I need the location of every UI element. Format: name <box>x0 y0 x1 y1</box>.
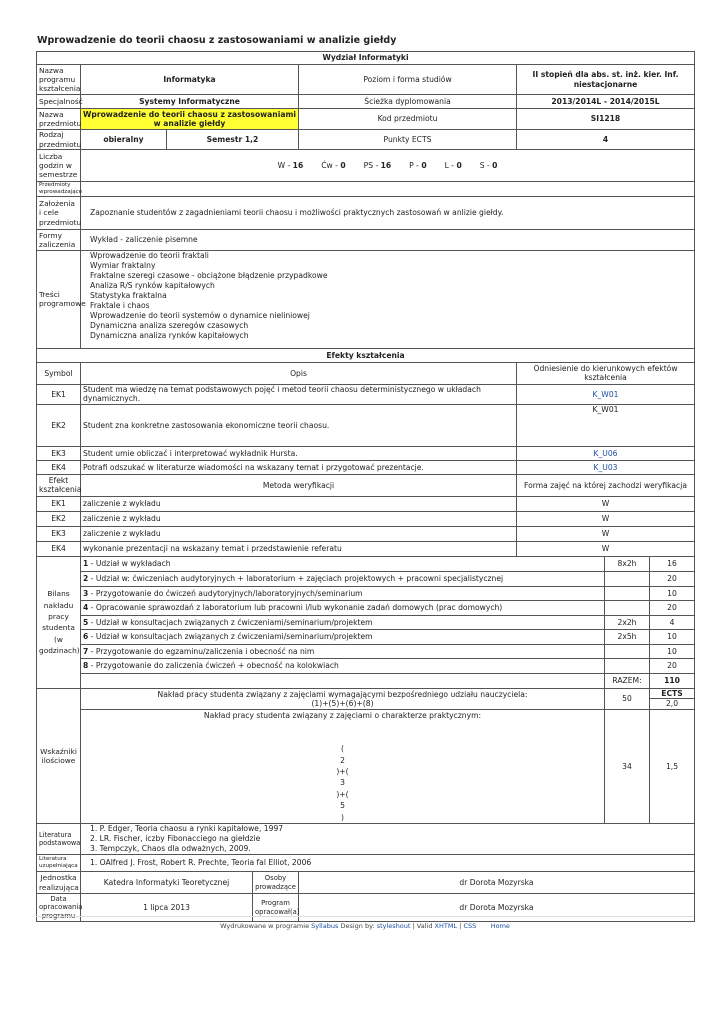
hours-value: 0 <box>340 160 346 170</box>
workload-num: 5 <box>83 617 89 627</box>
footer-app-link[interactable]: Syllabus <box>311 922 339 930</box>
hours-row <box>81 150 695 182</box>
verif-col-form: Forma zajęć na której zachodzi weryfikacja <box>517 474 695 496</box>
teachers-label: Osoby prowadzące <box>253 872 299 894</box>
date-value: 1 lipca 2013 <box>81 894 253 922</box>
effect-desc: Student zna konkretne zastosowania ekonomiczne teorii chaosu. <box>81 404 517 446</box>
workload-text: - Udział w: ćwiczeniach audytoryjnych + laboratorium + zajęciach projektowych + pracowni specjalistycznej <box>88 574 504 584</box>
workload-num: 4 <box>83 603 89 613</box>
direct-formula: (1)+(5)+(6)+(8) <box>311 698 374 708</box>
hours-item <box>364 161 392 170</box>
workload-total-row <box>37 673 695 688</box>
footer-xhtml-link[interactable]: XHTML <box>434 922 458 930</box>
workload-detail: 2x5h <box>605 629 650 644</box>
workload-num: 6 <box>83 632 89 642</box>
verif-effect: EK2 <box>37 511 81 526</box>
hours-type: L - <box>444 160 457 170</box>
direct-text: Nakład pracy studenta związany z zajęciami wymagającymi bezpośredniego udziału nauczyciela: <box>157 689 528 699</box>
hours-item <box>445 161 462 170</box>
literature-extra-label: Literatura uzupełniająca <box>37 855 81 872</box>
workload-hours: 10 <box>650 586 695 600</box>
verif-col-method: Metoda weryfikacji <box>81 474 517 496</box>
footer-designer-link[interactable]: styleshout <box>376 922 411 930</box>
ects-header: ECTS <box>650 688 695 698</box>
practical-ects: 1,5 <box>650 709 695 823</box>
page-title: Wprowadzenie do teorii chaosu z zastosowaniami w analizie giełdy <box>37 35 397 46</box>
hours-item <box>480 161 498 170</box>
content-item: Analiza R/S rynków kapitałowych <box>90 281 215 291</box>
hours-label: Liczba godzin w semestrze <box>37 150 81 182</box>
workload-text: - Przygotowanie do egzaminu/zaliczenia i obecność na nim <box>88 646 315 656</box>
workload-num: 8 <box>83 661 89 671</box>
authors-label: Program opracował(a) <box>253 894 299 922</box>
verif-form: W <box>517 526 695 541</box>
ects-value: 4 <box>517 130 695 150</box>
indicators-label: Wskaźniki ilościowe <box>37 688 81 823</box>
practical-formula-part: 3 <box>340 778 345 788</box>
faculty-header: Wydział Informatyki <box>37 52 695 65</box>
verif-row <box>37 496 695 511</box>
content-list <box>81 250 695 348</box>
verif-form: W <box>517 511 695 526</box>
content-item: Fraktalne szeregi czasowe - obciążone błądzenie przypadkowe <box>90 271 328 280</box>
course-code: SI1218 <box>517 109 695 130</box>
workload-detail <box>605 658 650 673</box>
effect-symbol: EK3 <box>37 446 81 460</box>
workload-row <box>37 658 695 673</box>
course-name: Wprowadzenie do teorii chaosu z zastosowaniami w analizie giełdy <box>81 109 299 130</box>
content-item: Wprowadzenie do teorii fraktali <box>90 250 209 260</box>
ects-label: Punkty ECTS <box>299 130 517 150</box>
footer-divider <box>36 916 694 917</box>
workload-detail <box>605 586 650 600</box>
effect-ref-link[interactable]: K_U03 <box>517 460 695 474</box>
practical-text: Nakład pracy studenta związany z zajęciami o charakterze praktycznym: <box>203 710 482 720</box>
workload-hours: 20 <box>650 658 695 673</box>
workload-num: 2 <box>83 574 89 584</box>
workload-total: 110 <box>650 673 695 688</box>
verif-effect: EK4 <box>37 541 81 556</box>
practical-formula-part: 5 <box>340 801 345 811</box>
workload-num: 1 <box>83 559 89 569</box>
literature-extra: 1. OAlfred J. Frost, Robert R. Prechte, Teoria fal Elliot, 2006 <box>81 855 695 872</box>
forms-label: Formy zaliczenia <box>37 229 81 250</box>
workload-text: - Udział w konsultacjach związanych z ćwiczeniami/seminarium/projektem <box>88 617 373 627</box>
effect-desc: Student ma wiedzę na temat podstawowych pojęć i metod teorii chaosu deterministycznego w układach dynamicznych. <box>81 384 517 404</box>
workload-row <box>37 600 695 615</box>
practical-formula-part: )+( <box>336 789 349 799</box>
effect-row <box>37 446 695 460</box>
verif-method: zaliczenie z wykładu <box>81 511 517 526</box>
workload-row <box>37 586 695 600</box>
hours-type: P - <box>409 160 422 170</box>
hours-value: 0 <box>456 160 462 170</box>
footer <box>36 922 694 930</box>
workload-hours: 20 <box>650 600 695 615</box>
workload-hours: 10 <box>650 629 695 644</box>
hours-type: PS - <box>363 160 381 170</box>
workload-hours: 20 <box>650 571 695 586</box>
content-item: Dynamiczna analiza szeregów czasowych <box>90 321 249 331</box>
effects-col-ref: Odniesienie do kierunkowych efektów kształcenia <box>517 362 695 384</box>
literature-list <box>81 824 695 855</box>
workload-text: - Udział w konsultacjach związanych z ćwiczeniami/seminarium/projektem <box>88 632 373 642</box>
semester: Semestr 1,2 <box>167 130 299 150</box>
workload-detail <box>605 644 650 658</box>
workload-row <box>37 571 695 586</box>
effect-row <box>37 460 695 474</box>
author-name: dr Dorota Mozyrska <box>299 894 695 922</box>
effect-symbol: EK1 <box>37 384 81 404</box>
content-item: Statystyka fraktalna <box>90 291 167 301</box>
hours-value: 16 <box>292 160 304 170</box>
hours-type: Ćw - <box>321 160 341 170</box>
content-item: Dynamiczna analiza rynków kapitałowych <box>90 331 249 341</box>
workload-text: - Opracowanie sprawozdań z laboratorium lub pracowni i/lub wykonanie zadań domowych (prac domowych) <box>88 603 503 613</box>
effects-col-symbol: Symbol <box>37 362 81 384</box>
effects-header: Efekty kształcenia <box>37 348 695 362</box>
level-value: II stopień dla abs. st. inż. kier. Inf. niestacjonarne <box>517 65 695 95</box>
practical-formula-part: ) <box>341 812 344 822</box>
effect-desc: Student umie obliczać i interpretować wykładnik Hursta. <box>81 446 517 460</box>
workload-row <box>37 629 695 644</box>
hours-value: 0 <box>421 160 427 170</box>
workload-detail <box>605 571 650 586</box>
content-item: Wymiar fraktalny <box>90 260 156 270</box>
goals-text: Zapoznanie studentów z zagadnieniami teorii chaosu i możliwości praktycznych zastosowań w anlizie giełdy. <box>81 196 695 229</box>
effect-symbol: EK4 <box>37 460 81 474</box>
literature-item: 2. LR. Fischer, iczby Fibonacciego na giełdzie <box>90 834 261 844</box>
direct-hours: 50 <box>605 688 650 709</box>
verif-method: zaliczenie z wykładu <box>81 496 517 511</box>
footer-css-link[interactable]: CSS <box>463 922 477 930</box>
workload-detail <box>605 600 650 615</box>
effect-ref: K_W01 <box>517 404 695 446</box>
effect-row <box>37 404 695 446</box>
forms-text: Wykład - zaliczenie pisemne <box>81 229 695 250</box>
verif-col-effect: Efekt kształcenia <box>37 474 81 496</box>
practical-formula-part: 2 <box>340 755 345 765</box>
content-item: Wprowadzenie do teorii systemów o dynamice nieliniowej <box>90 311 310 321</box>
program-name: Informatyka <box>81 65 299 95</box>
verif-form: W <box>517 541 695 556</box>
course-name-label: Nazwa przedmiotu <box>37 109 81 130</box>
syllabus-table <box>36 51 695 922</box>
verif-row <box>37 511 695 526</box>
direct-ects: 2,0 <box>650 699 695 709</box>
workload-detail: 8x2h <box>605 556 650 571</box>
hours-value: 16 <box>380 160 392 170</box>
code-label: Kod przedmiotu <box>299 109 517 130</box>
course-type-label: Rodzaj przedmiotu <box>37 130 81 150</box>
practical-formula-part: ( <box>341 744 344 754</box>
workload-label: Bilans nakładu pracy studenta (w godzinach) <box>37 556 81 688</box>
workload-text: - Udział w wykładach <box>88 559 171 569</box>
effect-ref-link[interactable]: K_U06 <box>517 446 695 460</box>
academic-years: 2013/2014L - 2014/2015L <box>517 95 695 109</box>
footer-generated: Wydrukowane w programie <box>220 922 310 930</box>
verif-row <box>37 541 695 556</box>
literature-item: 3. Tempczyk, Chaos dla odważnych, 2009. <box>90 843 251 853</box>
verif-form: W <box>517 496 695 511</box>
workload-total-label: RAZEM: <box>605 673 650 688</box>
course-type: obieralny <box>81 130 167 150</box>
prereq-label: Przedmioty wprowadzające <box>37 182 81 197</box>
effect-desc: Potrafi odszukać w literaturze wiadomości na wskazany temat i przygotować prezentacje. <box>81 460 517 474</box>
unit-value: Katedra Informatyki Teoretycznej <box>81 872 253 894</box>
practical-formula-part: )+( <box>336 767 349 777</box>
workload-row <box>37 644 695 658</box>
hours-item <box>278 161 304 170</box>
verif-method: wykonanie prezentacji na wskazany temat i przedstawienie referatu <box>81 541 517 556</box>
teacher-name: dr Dorota Mozyrska <box>299 872 695 894</box>
hours-value: 0 <box>492 160 498 170</box>
workload-row <box>37 615 695 629</box>
verif-row <box>37 526 695 541</box>
program-name-label: Nazwa programu kształcenia <box>37 65 81 95</box>
date-label: Data opracowania programu <box>37 894 81 922</box>
workload-hours: 10 <box>650 644 695 658</box>
workload-hours: 4 <box>650 615 695 629</box>
workload-num: 3 <box>83 588 89 598</box>
footer-valid: | Valid <box>412 922 433 930</box>
goals-label: Założenia i cele przedmiotu <box>37 196 81 229</box>
prereq-value <box>81 182 695 197</box>
workload-hours: 16 <box>650 556 695 571</box>
verif-method: zaliczenie z wykładu <box>81 526 517 541</box>
workload-row <box>37 556 695 571</box>
content-item: Fraktale i chaos <box>90 301 150 311</box>
workload-detail: 2x2h <box>605 615 650 629</box>
literature-label: Literatura podstawowa <box>37 824 81 855</box>
path-label: Ścieżka dyplomowania <box>299 95 517 109</box>
literature-item: 1. P. Edger, Teoria chaosu a rynki kapitałowe, 1997 <box>90 824 284 834</box>
effect-ref-link[interactable]: K_W01 <box>517 384 695 404</box>
hours-type: S - <box>479 160 493 170</box>
footer-sep: | <box>459 922 462 930</box>
effect-row <box>37 384 695 404</box>
level-label: Poziom i forma studiów <box>299 65 517 95</box>
content-label: Treści programowe <box>37 250 81 348</box>
workload-text: - Przygotowanie do zaliczenia ćwiczeń + obecność na kolokwiach <box>88 661 339 671</box>
practical-hours: 34 <box>605 709 650 823</box>
effects-col-desc: Opis <box>81 362 517 384</box>
footer-home-link[interactable]: Home <box>490 922 510 930</box>
hours-item <box>321 161 345 170</box>
unit-label: Jednostka realizująca <box>37 872 81 894</box>
hours-item <box>409 161 426 170</box>
verif-effect: EK3 <box>37 526 81 541</box>
footer-design: Design by: <box>340 922 375 930</box>
verif-effect: EK1 <box>37 496 81 511</box>
specialty-value: Systemy Informatyczne <box>81 95 299 109</box>
workload-num: 7 <box>83 646 89 656</box>
hours-type: W - <box>277 160 293 170</box>
effect-symbol: EK2 <box>37 404 81 446</box>
workload-text: - Przygotowanie do ćwiczeń audytoryjnych/laboratoryjnych/seminarium <box>88 588 363 598</box>
specialty-label: Specjalność <box>37 95 81 109</box>
